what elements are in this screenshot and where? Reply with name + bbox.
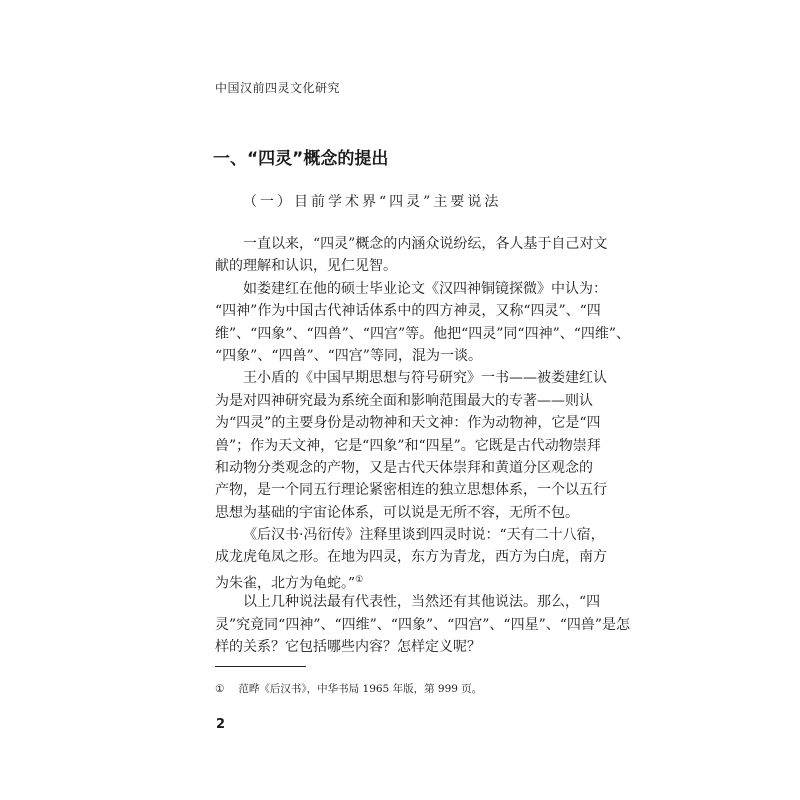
text-line: 思想为基础的宇宙论体系，可以说是无所不容，无所不包。: [215, 504, 579, 521]
text-line: 一直以来，“四灵”概念的内涵众说纷纭，各人基于自己对文: [243, 236, 608, 252]
section-heading: 一、“四灵”概念的提出: [213, 149, 389, 169]
text-line: 灵”究竟同“四神”、“四维”、“四象”、“四宫”、“四星”、“四兽”是怎: [215, 616, 631, 633]
text-line: 为“四灵”的主要身份是动物神和天文神：作为动物神，它是“四: [215, 415, 601, 432]
footnote-marker: ①: [215, 683, 225, 695]
text-line: 如娄建红在他的硕士毕业论文《汉四神铜镜探微》中认为：: [243, 280, 607, 297]
text-line: “四神”作为中国古代神话体系中的四方神灵，又称“四灵”、“四: [215, 303, 601, 320]
running-header: 中国汉前四灵文化研究: [215, 81, 341, 95]
text-line: 为是对四神研究最为系统全面和影响范围最大的专著——则认: [215, 392, 593, 409]
body-text: [215, 233, 631, 658]
text-line: 《后汉书·冯衍传》注释里谈到四灵时说：“天有二十八宿，: [243, 527, 605, 544]
text-line: 王小盾的《中国早期思想与符号研究》一书——被娄建红认: [243, 370, 607, 387]
text-line: 和动物分类观念的产物，又是古代天体崇拜和黄道分区观念的: [215, 459, 593, 476]
text-line-content: 为朱雀，北方为龟蛇。”: [215, 575, 356, 592]
text-line: 样的关系？它包括哪些内容？怎样定义呢？: [215, 639, 481, 656]
text-line: 成龙虎龟凤之形。在地为四灵，东方为青龙，西方为白虎，南方: [215, 549, 607, 566]
text-line: “四象”、“四兽”、“四宫”等同，混为一谈。: [215, 347, 482, 364]
text-line: 兽”；作为天文神，它是“四象”和“四星”。它既是古代动物崇拜: [215, 437, 601, 454]
footnote-divider: [215, 666, 306, 667]
text-line: 产物，是一个同五行理论紧密相连的独立思想体系，一个以五行: [215, 482, 607, 499]
text-line: [215, 569, 584, 591]
footnote-reference[interactable]: ①: [355, 574, 364, 585]
subsection-heading: （一）目前学术界“四灵”主要说法: [243, 194, 502, 210]
text-line: 献的理解和认识，见仁见智。: [215, 258, 397, 275]
text-line: 以上几种说法最有代表性，当然还有其他说法。那么，“四: [243, 594, 601, 611]
footnote: [215, 681, 482, 696]
page-number: 2: [216, 717, 226, 732]
footnote-text: 范晔《后汉书》，中华书局 1965 年版，第 999 页。: [238, 683, 483, 695]
text-line: 维”、“四象”、“四兽”、“四宫”等。他把“四灵”同“四神”、“四维”、: [215, 325, 631, 342]
